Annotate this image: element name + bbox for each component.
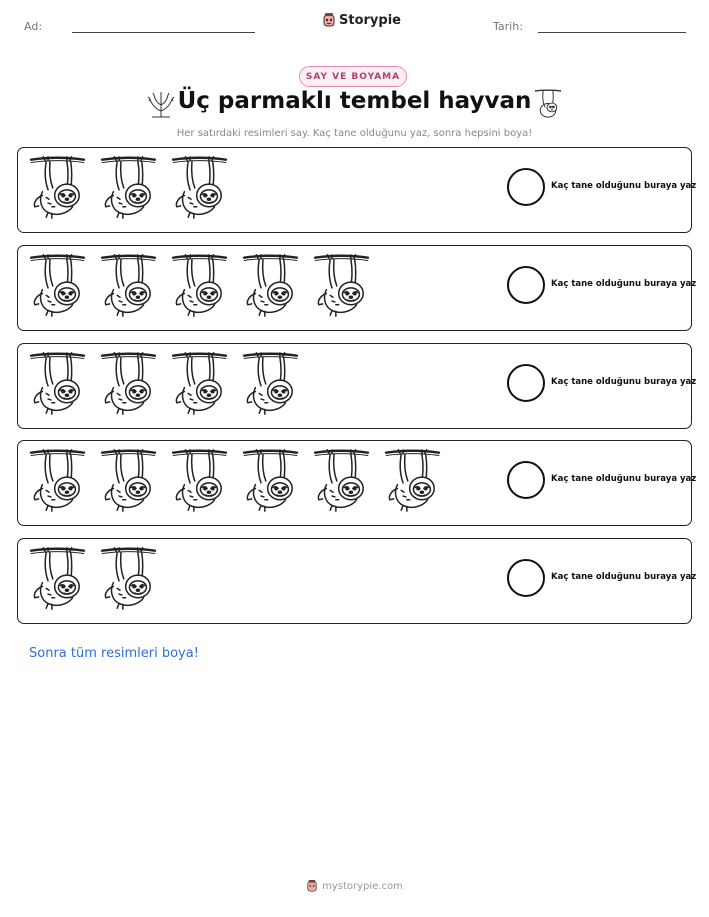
sloth-icon [100,545,157,611]
instructions: Her satırdaki resimleri say. Kaç tane olduğunu yaz, sonra hepsini boya! [176,128,533,139]
sloth-icon [100,154,157,220]
sloth-icon [242,447,299,513]
count-row-2 [17,245,697,331]
date-line[interactable] [538,32,686,33]
sloth-group [29,154,228,220]
answer-label: Kaç tane olduğunu buraya yaz [551,181,697,191]
answer-circle[interactable] [507,461,545,499]
sloth-icon [171,350,228,416]
sloth-icon [384,447,441,513]
mascot-icon [306,879,318,893]
footer [0,879,709,893]
date-label: Tarih: [493,20,523,33]
page-title: Üç parmaklı tembel hayvan [177,88,532,114]
sloth-icon [313,252,370,318]
count-row-4 [17,440,697,526]
coloring-note: Sonra tüm resimleri boya! [29,646,199,661]
sloth-icon [29,252,86,318]
sloth-icon [29,545,86,611]
answer-label: Kaç tane olduğunu buraya yaz [551,474,697,484]
answer-circle[interactable] [507,266,545,304]
sloth-icon [29,350,86,416]
sloth-icon [313,447,370,513]
brand-logo [322,12,401,28]
name-line[interactable] [72,32,255,33]
sloth-group [29,545,157,611]
activity-badge: SAY VE BOYAMA [299,66,407,87]
sloth-icon [100,447,157,513]
sloth-icon [100,350,157,416]
mascot-icon [322,12,336,28]
sloth-icon [242,350,299,416]
sloth-icon [171,447,228,513]
sloth-icon [100,252,157,318]
count-row-5 [17,538,697,624]
count-row-1 [17,147,697,233]
sloth-group [29,447,441,513]
answer-circle[interactable] [507,168,545,206]
answer-circle[interactable] [507,559,545,597]
sloth-icon [242,252,299,318]
answer-label: Kaç tane olduğunu buraya yaz [551,279,697,289]
answer-circle[interactable] [507,364,545,402]
brand-name: Storypie [339,12,401,28]
answer-label: Kaç tane olduğunu buraya yaz [551,572,697,582]
sloth-icon [29,447,86,513]
sloth-icon [532,88,564,122]
sloth-icon [171,252,228,318]
sloth-group [29,350,299,416]
name-label: Ad: [24,20,43,33]
count-row-3 [17,343,697,429]
answer-label: Kaç tane olduğunu buraya yaz [551,377,697,387]
footer-site: mystorypie.com [322,880,403,892]
sloth-icon [171,154,228,220]
sloth-icon [29,154,86,220]
sloth-group [29,252,370,318]
